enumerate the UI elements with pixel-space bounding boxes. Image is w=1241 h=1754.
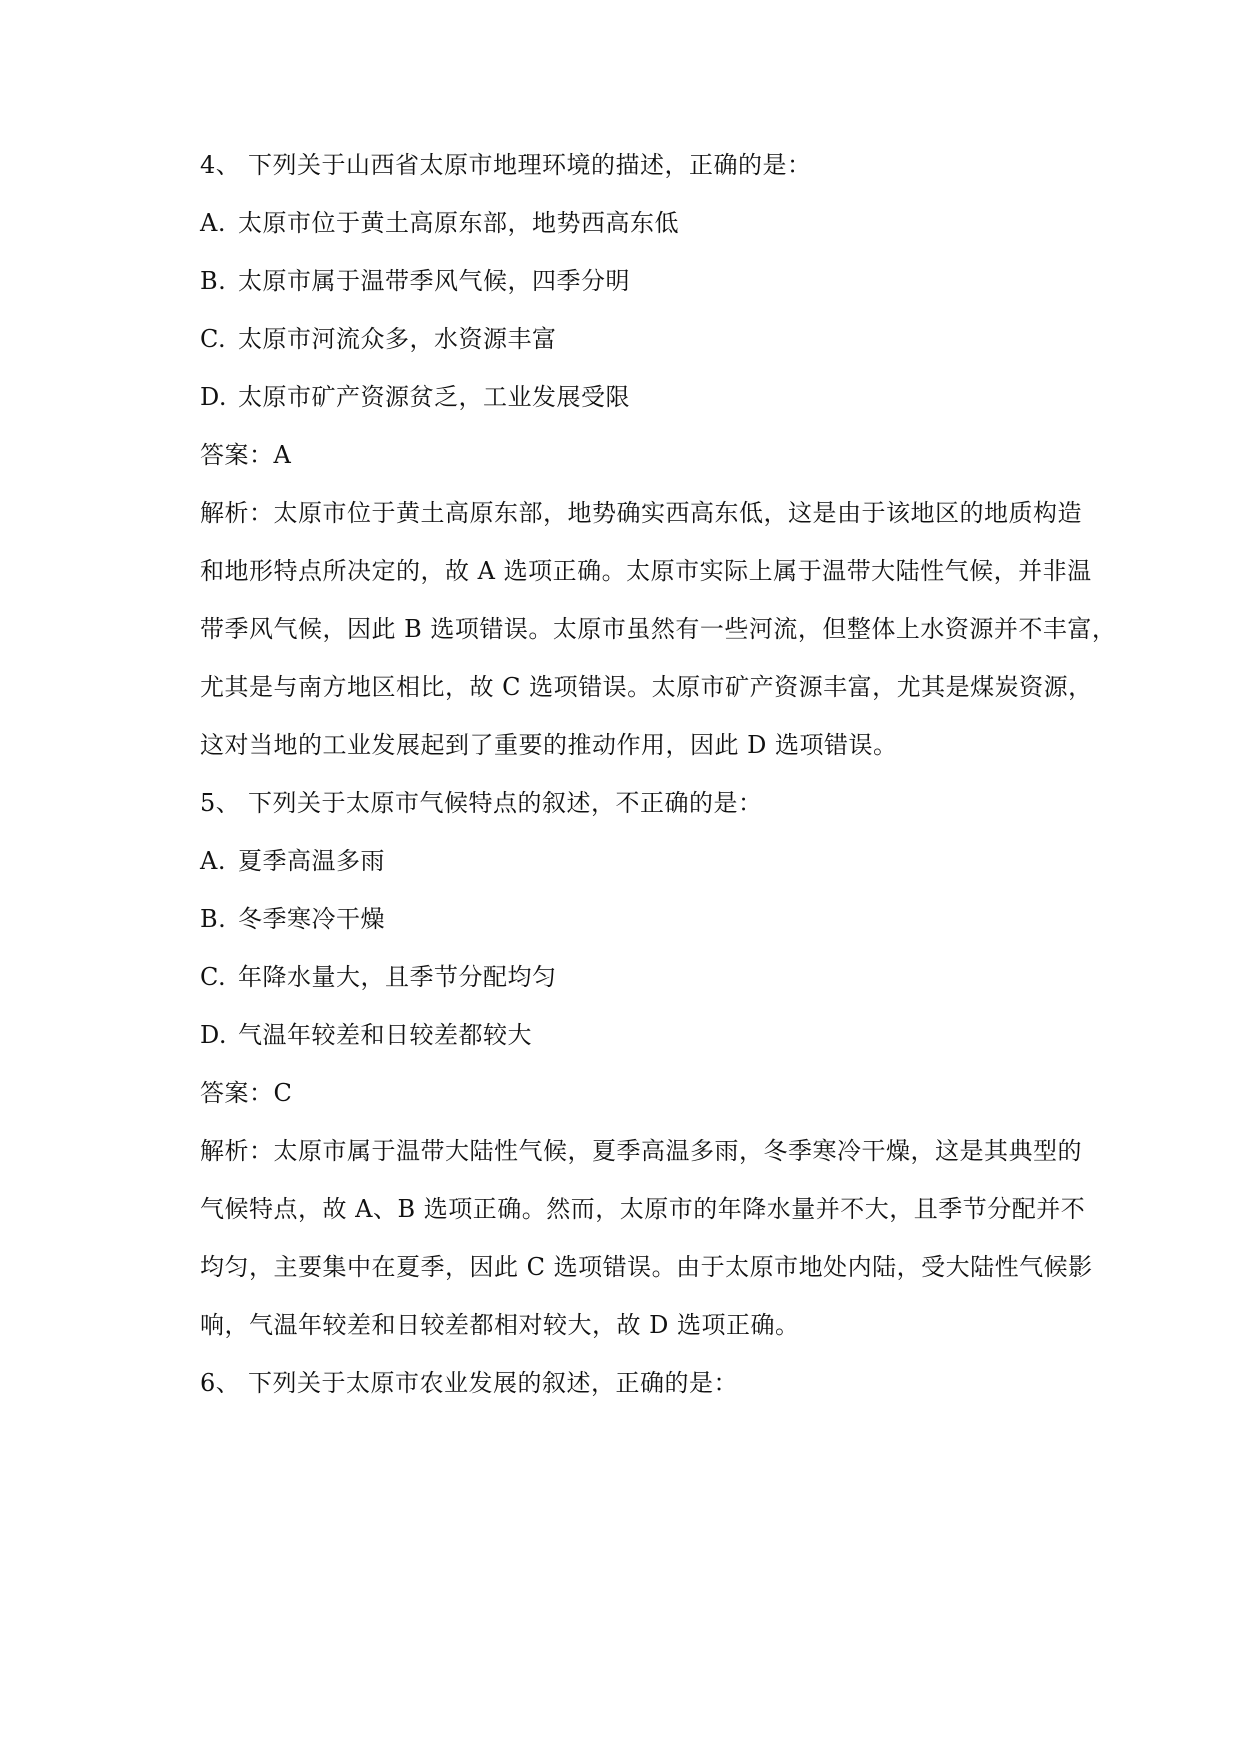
question-text: 下列关于太原市农业发展的叙述，正确的是： [248,1369,738,1397]
option-letter: A. [200,847,226,875]
question-5-analysis-line: 气候特点，故 A、B 选项正确。然而，太原市的年降水量并不大，且季节分配并不 [200,1195,1086,1223]
question-4-answer: 答案：A [200,441,292,469]
option-text: 太原市矿产资源贫乏，工业发展受限 [238,383,630,411]
option-text: 夏季高温多雨 [238,847,385,875]
question-5-option-d [200,1020,532,1050]
option-letter: C. [200,963,227,991]
option-text: 太原市河流众多，水资源丰富 [238,325,557,353]
question-number: 5、 [200,789,241,817]
question-6-stem [200,1368,738,1398]
question-4-stem [200,150,812,180]
option-letter: C. [200,325,227,353]
question-4-analysis-line: 尤其是与南方地区相比，故 C 选项错误。太原市矿产资源丰富，尤其是煤炭资源， [200,673,1093,701]
question-5-option-a [200,846,385,876]
question-4-option-a [200,208,679,238]
question-4-option-d [200,382,630,412]
question-5-analysis-line: 响，气温年较差和日较差都相对较大，故 D 选项正确。 [200,1311,800,1339]
question-4-option-c [200,324,557,354]
question-5-analysis-line: 解析：太原市属于温带大陆性气候，夏季高温多雨，冬季寒冷干燥，这是其典型的 [200,1137,1082,1165]
question-4-analysis-line: 和地形特点所决定的，故 A 选项正确。太原市实际上属于温带大陆性气候，并非温 [200,557,1092,585]
question-5-answer: 答案：C [200,1079,293,1107]
question-5-analysis-line: 均匀，主要集中在夏季，因此 C 选项错误。由于太原市地处内陆，受大陆性气候影 [200,1253,1093,1281]
question-4-analysis-line: 解析：太原市位于黄土高原东部，地势确实西高东低，这是由于该地区的地质构造 [200,499,1082,527]
question-number: 6、 [200,1369,241,1397]
question-text: 下列关于太原市气候特点的叙述，不正确的是： [248,789,763,817]
question-5-option-c [200,962,557,992]
option-text: 冬季寒冷干燥 [238,905,385,933]
question-4-analysis-line: 这对当地的工业发展起到了重要的推动作用，因此 D 选项错误。 [200,731,898,759]
option-letter: A. [200,209,226,237]
question-text: 下列关于山西省太原市地理环境的描述，正确的是： [248,151,812,179]
option-text: 年降水量大，且季节分配均匀 [238,963,557,991]
option-text: 气温年较差和日较差都较大 [238,1021,532,1049]
question-4-analysis-line: 带季风气候，因此 B 选项错误。太原市虽然有一些河流，但整体上水资源并不丰富， [200,615,1117,643]
question-5-stem [200,788,763,818]
question-4-option-b [200,266,630,296]
question-number: 4、 [200,151,241,179]
option-text: 太原市属于温带季风气候，四季分明 [238,267,630,295]
question-5-option-b [200,904,385,934]
option-letter: D. [200,383,228,411]
option-letter: B. [200,905,227,933]
option-letter: B. [200,267,227,295]
option-text: 太原市位于黄土高原东部，地势西高东低 [238,209,679,237]
option-letter: D. [200,1021,228,1049]
